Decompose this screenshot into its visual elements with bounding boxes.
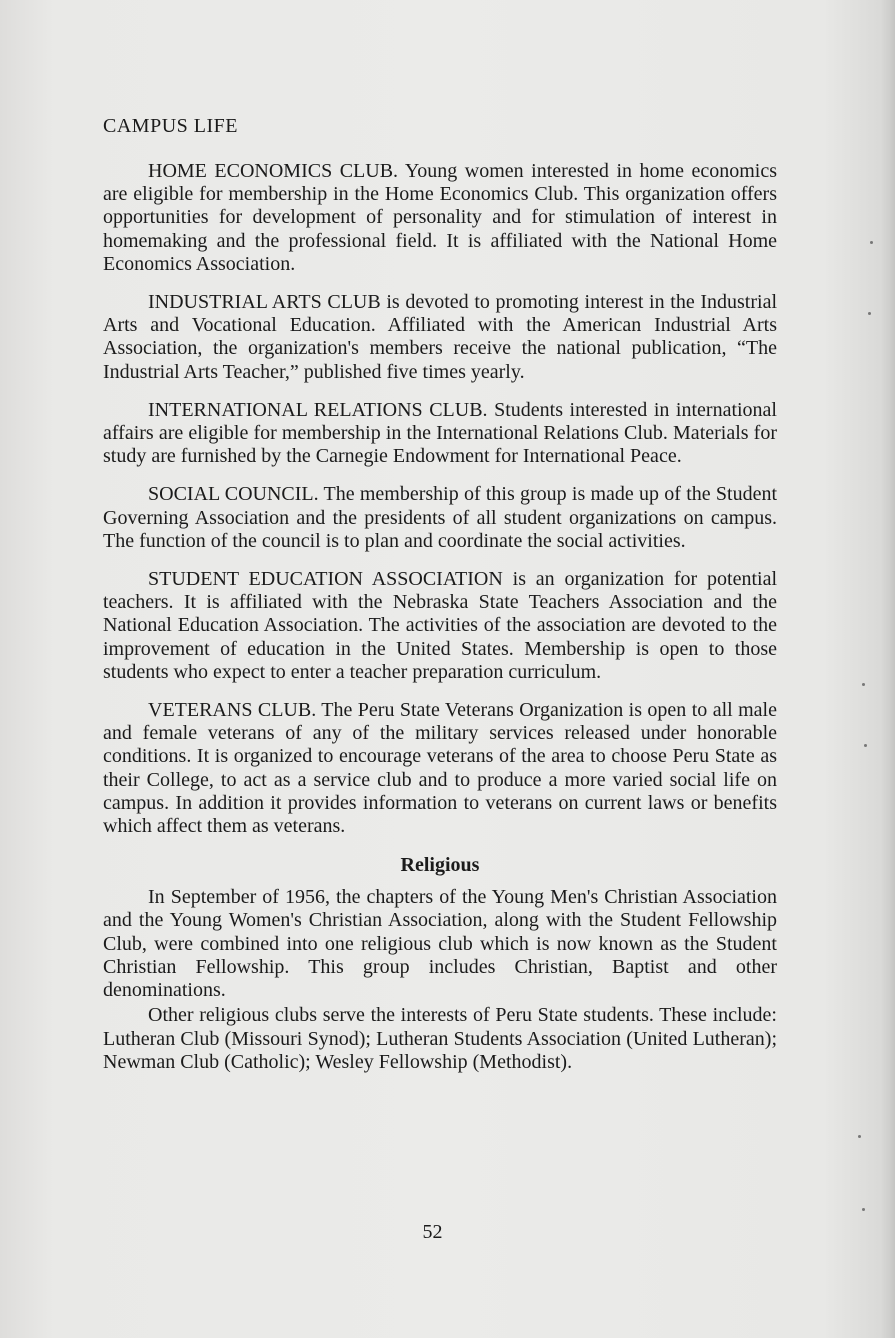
paragraph-student-christian-fellowship: In September of 1956, the chapters of the Young Men's Christian Association and the Young Women's Christian Association, along with the Student Fellowship Club, were combined into one religious club which is now known as the Student Christian Fellowship. This group includes Christian, Baptist and other denominations. bbox=[103, 886, 777, 1002]
paragraph-social-council: SOCIAL COUNCIL. The membership of this group is made up of the Student Governing Association and the presidents of all student organizations on campus. The function of the council is to plan and coordinate the social activities. bbox=[103, 483, 777, 552]
page-content bbox=[103, 114, 777, 1089]
paragraph-international-relations-club: INTERNATIONAL RELATIONS CLUB. Students interested in international affairs are eligible for membership in the International Relations Club. Materials for study are furnished by the Carnegie Endowment for International Peace. bbox=[103, 398, 777, 468]
paragraph-industrial-arts-club: INDUSTRIAL ARTS CLUB is devoted to promoting interest in the Industrial Arts and Vocational Education. Affiliated with the American Industrial Arts Association, the organization's members receive the national publication, “The Industrial Arts Teacher,” published five times yearly. bbox=[103, 291, 777, 383]
religious-heading: Religious bbox=[400, 854, 480, 877]
page-edge-shadow bbox=[881, 0, 895, 1338]
paragraph-student-education-association: STUDENT EDUCATION ASSOCIATION is an organization for potential teachers. It is affiliated with the Nebraska State Teachers Association and the National Education Association. The activities of the association are devoted to the improvement of education in the United States. Membership is open to those students who expect to enter a teacher preparation curriculum. bbox=[103, 568, 777, 683]
paragraph-veterans-club: VETERANS CLUB. The Peru State Veterans Organization is open to all male and female veterans of any of the military services released under honorable conditions. It is organized to encourage veterans of the area to choose Peru State as their College, to act as a service club and to produce a more varied social life on campus. In addition it provides information to veterans on current laws or benefits which affect them as veterans. bbox=[103, 699, 777, 838]
scan-speck bbox=[864, 744, 867, 747]
scan-speck bbox=[862, 1208, 865, 1211]
section-header: CAMPUS LIFE bbox=[103, 115, 238, 137]
paragraph-home-economics-club: HOME ECONOMICS CLUB. Young women interested in home economics are eligible for membership in the Home Economics Club. This organization offers opportunities for development of personality and for stimulation of interest in homemaking and the professional field. It is affiliated with the National Home Economics Association. bbox=[103, 160, 777, 275]
paragraph-other-religious-clubs: Other religious clubs serve the interests of Peru State students. These include: Lutheran Club (Missouri Synod); Lutheran Students Association (United Lutheran); Newman Club (Catholic); Wesley Fellowship (Methodist). bbox=[103, 1004, 777, 1073]
scan-speck bbox=[858, 1135, 861, 1138]
page-number: 52 bbox=[422, 1221, 443, 1243]
scan-speck bbox=[862, 683, 865, 686]
scan-speck bbox=[868, 312, 871, 315]
scan-speck bbox=[870, 241, 873, 244]
